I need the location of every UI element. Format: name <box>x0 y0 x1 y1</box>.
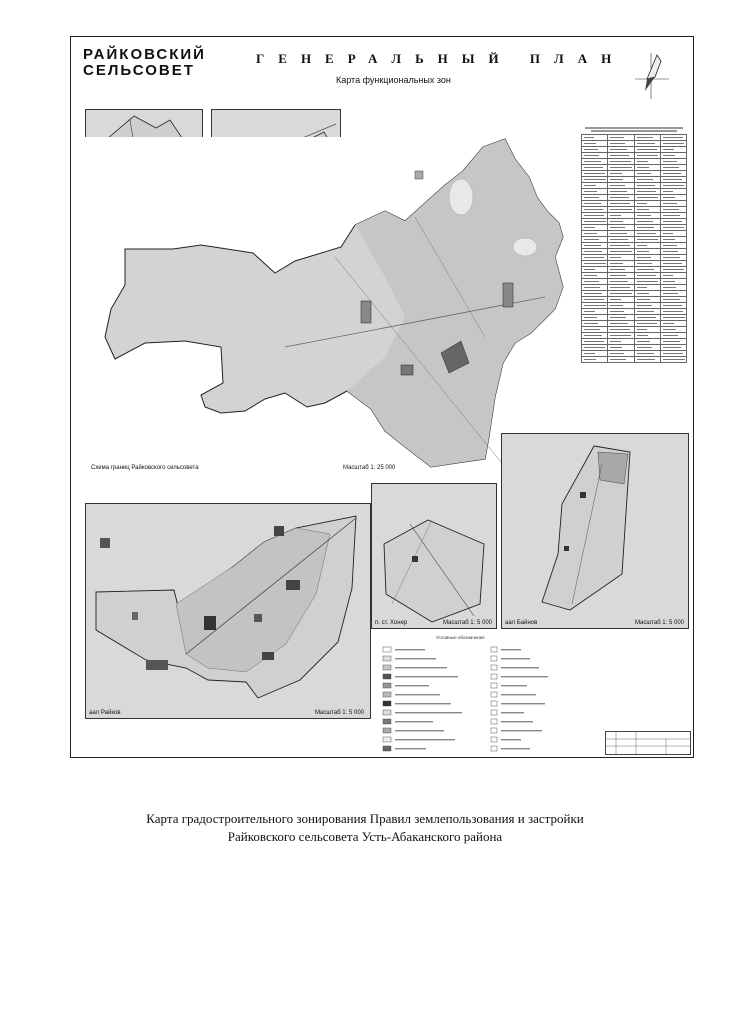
map-sheet <box>70 36 694 758</box>
legend-text-line <box>395 676 458 677</box>
inset-khoner-name: п. ст. Хонер <box>375 620 408 626</box>
inset-khoner <box>371 483 497 629</box>
legend-text-line <box>395 721 433 722</box>
legend-symbol <box>491 701 497 706</box>
legend-swatch <box>383 665 391 670</box>
table-cell <box>608 357 634 363</box>
inset-baynov-name: аал Байнов <box>505 620 538 626</box>
inset-baynov <box>501 433 689 629</box>
zone-regulations-table <box>581 125 687 369</box>
legend-text-line <box>501 685 527 686</box>
caption-line-1: Карта градостроительного зонирования Правил землепользования и застройки <box>146 811 584 826</box>
inset-raikov-name: аал Райков <box>89 710 121 716</box>
legend-symbol <box>491 656 497 661</box>
district-title-line1: РАЙКОВСКИЙ <box>83 46 206 63</box>
inset-raikov-scale: Масштаб 1: 5 000 <box>314 710 364 716</box>
legend-text-line <box>395 748 426 749</box>
legend-text-line <box>395 694 440 695</box>
document-caption <box>80 810 650 846</box>
title-block-stamp <box>605 731 691 755</box>
legend-swatch <box>383 683 391 688</box>
legend-text-line <box>395 658 436 659</box>
legend-symbol <box>491 683 497 688</box>
inset-khoner-scale: Масштаб 1: 5 000 <box>442 620 492 626</box>
legend-text-line <box>501 676 548 677</box>
district-title <box>83 47 206 79</box>
legend-swatch <box>383 647 391 652</box>
table-header-line <box>585 127 683 132</box>
legend-text-line <box>501 748 530 749</box>
inset-raikov <box>85 503 371 719</box>
legend-swatch <box>383 692 391 697</box>
legend-text-line <box>395 712 462 713</box>
table-cell <box>634 357 660 363</box>
legend-swatch <box>383 746 391 751</box>
legend-title: Условные обозначения <box>436 635 485 640</box>
legend-symbol <box>491 647 497 652</box>
legend-symbol <box>491 692 497 697</box>
north-arrow-icon <box>631 51 671 101</box>
legend-text-line <box>395 667 447 668</box>
legend-symbol <box>491 665 497 670</box>
legend-symbol <box>491 710 497 715</box>
legend-text-line <box>501 667 539 668</box>
legend-text-line <box>395 649 425 650</box>
legend-swatch <box>383 710 391 715</box>
legend-text-line <box>501 649 521 650</box>
plan-title: ГЕНЕРАЛЬНЫЙ ПЛАН <box>256 51 626 66</box>
legend-symbol <box>491 719 497 724</box>
legend-text-line <box>501 721 533 722</box>
legend-text-line <box>501 658 530 659</box>
legend-text-line <box>501 730 542 731</box>
table-cell <box>582 357 608 363</box>
legend-symbol <box>491 728 497 733</box>
main-map-scale: Масштаб 1: 25 000 <box>343 465 396 471</box>
legend-symbol <box>491 746 497 751</box>
legend-swatch <box>383 701 391 706</box>
caption-line-2: Райковского сельсовета Усть-Абаканского района <box>227 829 503 844</box>
legend-text-line <box>501 712 524 713</box>
legend-text-line <box>395 730 444 731</box>
legend-text-line <box>395 739 455 740</box>
legend-swatches <box>381 643 561 758</box>
legend-swatch <box>383 737 391 742</box>
table-cell <box>660 357 686 363</box>
legend-symbol <box>491 674 497 679</box>
regulations-grid <box>581 134 687 363</box>
legend-text-line <box>395 703 451 704</box>
map-legend <box>381 635 561 755</box>
legend-swatch <box>383 728 391 733</box>
legend-text-line <box>501 739 521 740</box>
main-boundary-map <box>85 137 605 477</box>
main-map-name: Схема границ Райковского сельсовета <box>91 465 199 471</box>
legend-swatch <box>383 656 391 661</box>
legend-swatch <box>383 719 391 724</box>
legend-text-line <box>395 685 429 686</box>
legend-text-line <box>501 694 536 695</box>
district-title-line2: СЕЛЬСОВЕТ <box>83 62 195 79</box>
table-row <box>582 357 687 363</box>
inset-baynov-scale: Масштаб 1: 5 000 <box>634 620 684 626</box>
plan-subtitle: Карта функциональных зон <box>336 75 451 85</box>
legend-swatch <box>383 674 391 679</box>
legend-symbol <box>491 737 497 742</box>
legend-text-line <box>501 703 545 704</box>
